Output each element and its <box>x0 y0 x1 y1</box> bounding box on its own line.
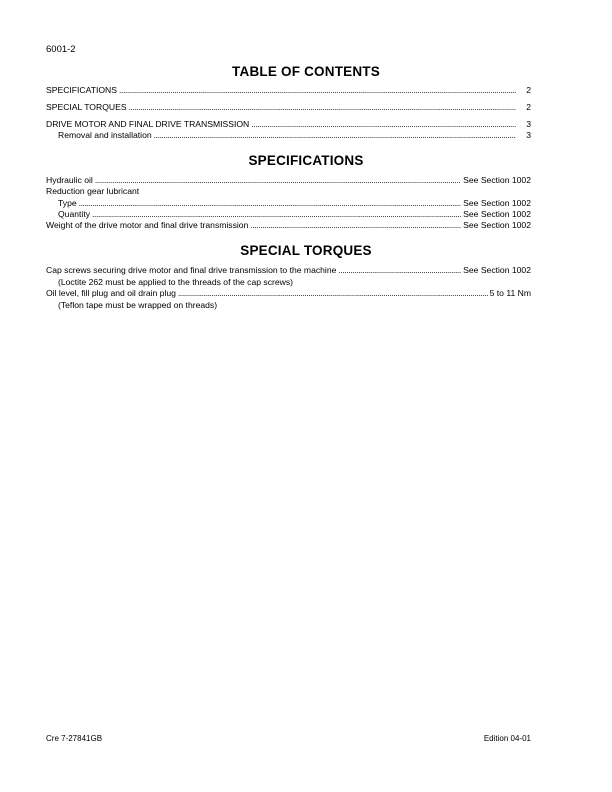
dot-leader <box>119 85 516 96</box>
spec-heading-reduction-gear: Reduction gear lubricant <box>46 186 140 196</box>
toc-entry-drive-motor[interactable] <box>46 119 531 130</box>
torque-value: 5 to 11 Nm <box>489 288 531 298</box>
toc-entry-page: 3 <box>526 119 531 129</box>
spec-label: Hydraulic oil <box>46 175 93 185</box>
spec-label: Type <box>58 198 77 208</box>
toc-entry-specifications[interactable] <box>46 85 531 96</box>
dot-leader <box>92 209 461 220</box>
spec-row-type <box>58 198 531 209</box>
toc-entry-special-torques[interactable] <box>46 102 531 113</box>
footer-edition: Edition 04-01 <box>483 734 531 743</box>
spec-label: Quantity <box>58 209 91 219</box>
spec-value: See Section 1002 <box>463 175 531 185</box>
dot-leader <box>95 175 461 186</box>
dot-leader <box>154 130 517 141</box>
dot-leader <box>178 288 488 299</box>
toc-entry-page: 2 <box>526 102 531 112</box>
toc-title: TABLE OF CONTENTS <box>232 64 380 79</box>
toc-entry-removal-installation[interactable] <box>58 130 531 141</box>
spec-row-hydraulic-oil <box>46 175 531 186</box>
footer-document-code: Cre 7-27841GB <box>46 734 103 743</box>
torque-value: See Section 1002 <box>463 265 531 275</box>
toc-entry-page: 2 <box>526 85 531 95</box>
dot-leader <box>250 220 461 231</box>
dot-leader <box>338 265 461 276</box>
spec-value: See Section 1002 <box>463 220 531 230</box>
torque-label: Cap screws securing drive motor and final drive transmission to the machine <box>46 265 337 275</box>
toc-entry-page: 3 <box>526 130 531 140</box>
spec-row-quantity <box>58 209 531 220</box>
spec-row-weight <box>46 220 531 231</box>
torque-row-cap-screws <box>46 265 531 276</box>
spec-value: See Section 1002 <box>463 198 531 208</box>
specifications-title: SPECIFICATIONS <box>248 153 364 168</box>
dot-leader <box>251 119 516 130</box>
toc-entry-label: SPECIAL TORQUES <box>46 102 127 112</box>
toc-entry-label: DRIVE MOTOR AND FINAL DRIVE TRANSMISSION <box>46 119 250 129</box>
spec-label: Weight of the drive motor and final drive transmission <box>46 220 249 230</box>
torque-label: Oil level, fill plug and oil drain plug <box>46 288 176 298</box>
dot-leader <box>129 102 517 113</box>
page-number: 6001-2 <box>46 44 76 55</box>
toc-entry-label: SPECIFICATIONS <box>46 85 117 95</box>
torque-row-oil-level <box>46 288 531 299</box>
torque-note-teflon: (Teflon tape must be wrapped on threads) <box>58 300 218 310</box>
spec-value: See Section 1002 <box>463 209 531 219</box>
torque-note-loctite: (Loctite 262 must be applied to the threads of the cap screws) <box>58 277 294 287</box>
toc-entry-label: Removal and installation <box>58 130 152 140</box>
special-torques-title: SPECIAL TORQUES <box>240 243 372 258</box>
dot-leader <box>79 198 462 209</box>
